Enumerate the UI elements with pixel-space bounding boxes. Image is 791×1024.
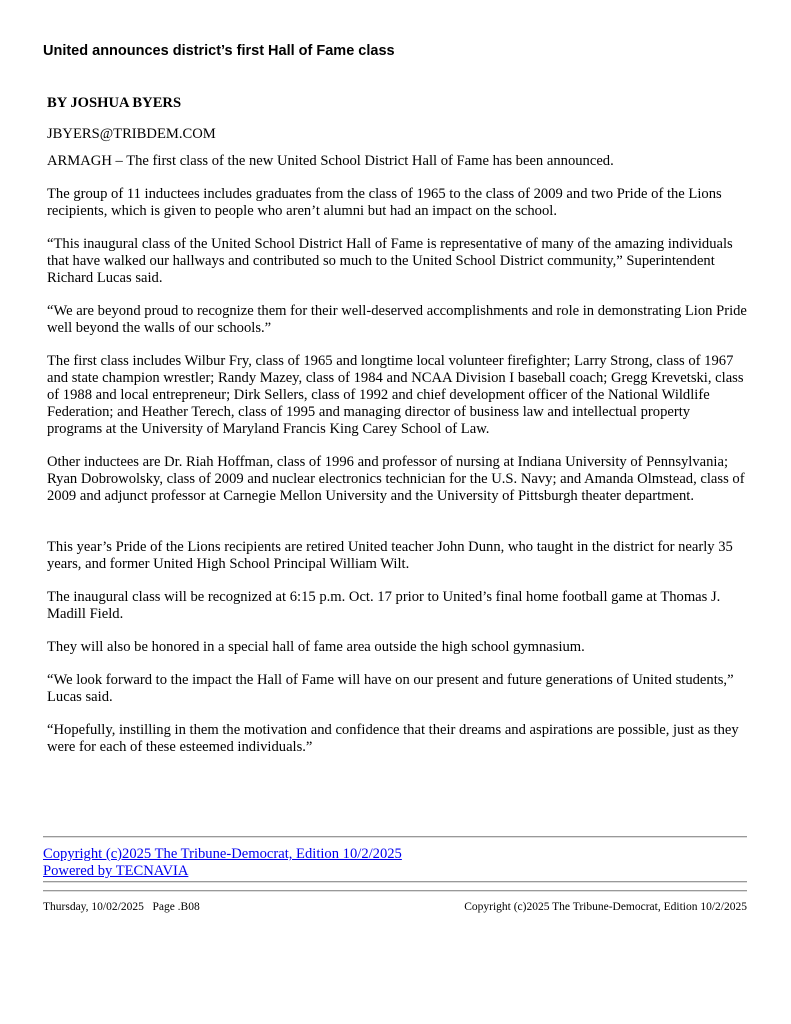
footer-divider-bottom — [43, 890, 747, 891]
paragraph: The group of 11 inductees includes graduates from the class of 1965 to the class of 2009 and two Pride of the Lions recipients, which is given to people who aren’t alumni but had an impact on the school. — [47, 186, 722, 219]
article-body — [47, 95, 747, 772]
footer-copyright: Copyright (c)2025 The Tribune-Democrat, Edition 10/2/2025 — [464, 901, 747, 913]
paragraph: They will also be honored in a special hall of fame area outside the high school gymnasium. — [47, 639, 585, 655]
paragraph: ARMAGH – The first class of the new United School District Hall of Fame has been announced. — [47, 153, 614, 169]
paragraph: The first class includes Wilbur Fry, class of 1965 and longtime local volunteer firefighter; Larry Strong, class of 1967 and state champion wrestler; Randy Mazey, class of 1984 and NCAA Division I baseball coach; Gregg Krevetski, class of 1988 and local entrepreneur; Dirk Sellers, class of 1992 and chief development officer of the National Wildlife Federation; and Heather Terech, class of 1995 and managing director of business law and intellectual property programs at the University of Maryland Francis King Carey School of Law. — [47, 353, 744, 437]
copyright-link[interactable]: Copyright (c)2025 The Tribune-Democrat, Edition 10/2/2025 — [43, 846, 402, 862]
page-footer — [43, 901, 747, 913]
article-headline: United announces district’s first Hall of Fame class — [43, 43, 395, 59]
footer-links — [43, 846, 402, 880]
paragraph: “We are beyond proud to recognize them for their well-deserved accomplishments and role in demonstrating Lion Pride well beyond the walls of our schools.” — [47, 303, 747, 336]
footer-divider-top — [43, 836, 747, 837]
article-byline: BY JOSHUA BYERS — [47, 95, 182, 111]
powered-by-link[interactable]: Powered by TECNAVIA — [43, 863, 189, 879]
paragraph: “We look forward to the impact the Hall of Fame will have on our present and future generations of United students,” Lucas said. — [47, 672, 734, 705]
paragraph: Other inductees are Dr. Riah Hoffman, class of 1996 and professor of nursing at Indiana University of Pennsylvania; Ryan Dobrowolsky, class of 2009 and nuclear electronics technician for the U.S. Navy; and Amanda Olmstead, class of 2009 and adjunct professor at Carnegie Mellon University and the University of Pittsburgh theater department. — [47, 454, 745, 504]
paragraph: The inaugural class will be recognized at 6:15 p.m. Oct. 17 prior to United’s final home football game at Thomas J. Madill Field. — [47, 589, 721, 622]
footer-divider-middle — [43, 881, 747, 882]
author-email: JBYERS@TRIBDEM.COM — [47, 126, 216, 142]
paragraph: “Hopefully, instilling in them the motivation and confidence that their dreams and aspirations are possible, just as they were for each of these esteemed individuals.” — [47, 722, 739, 755]
paragraph: “This inaugural class of the United School District Hall of Fame is representative of many of the amazing individuals that have walked our hallways and contributed so much to the United School District community,” Superintendent Richard Lucas said. — [47, 236, 733, 286]
page-info: Thursday, 10/02/2025 Page .B08 — [43, 901, 200, 913]
paragraph: This year’s Pride of the Lions recipients are retired United teacher John Dunn, who taught in the district for nearly 35 years, and former United High School Principal William Wilt. — [47, 539, 733, 572]
